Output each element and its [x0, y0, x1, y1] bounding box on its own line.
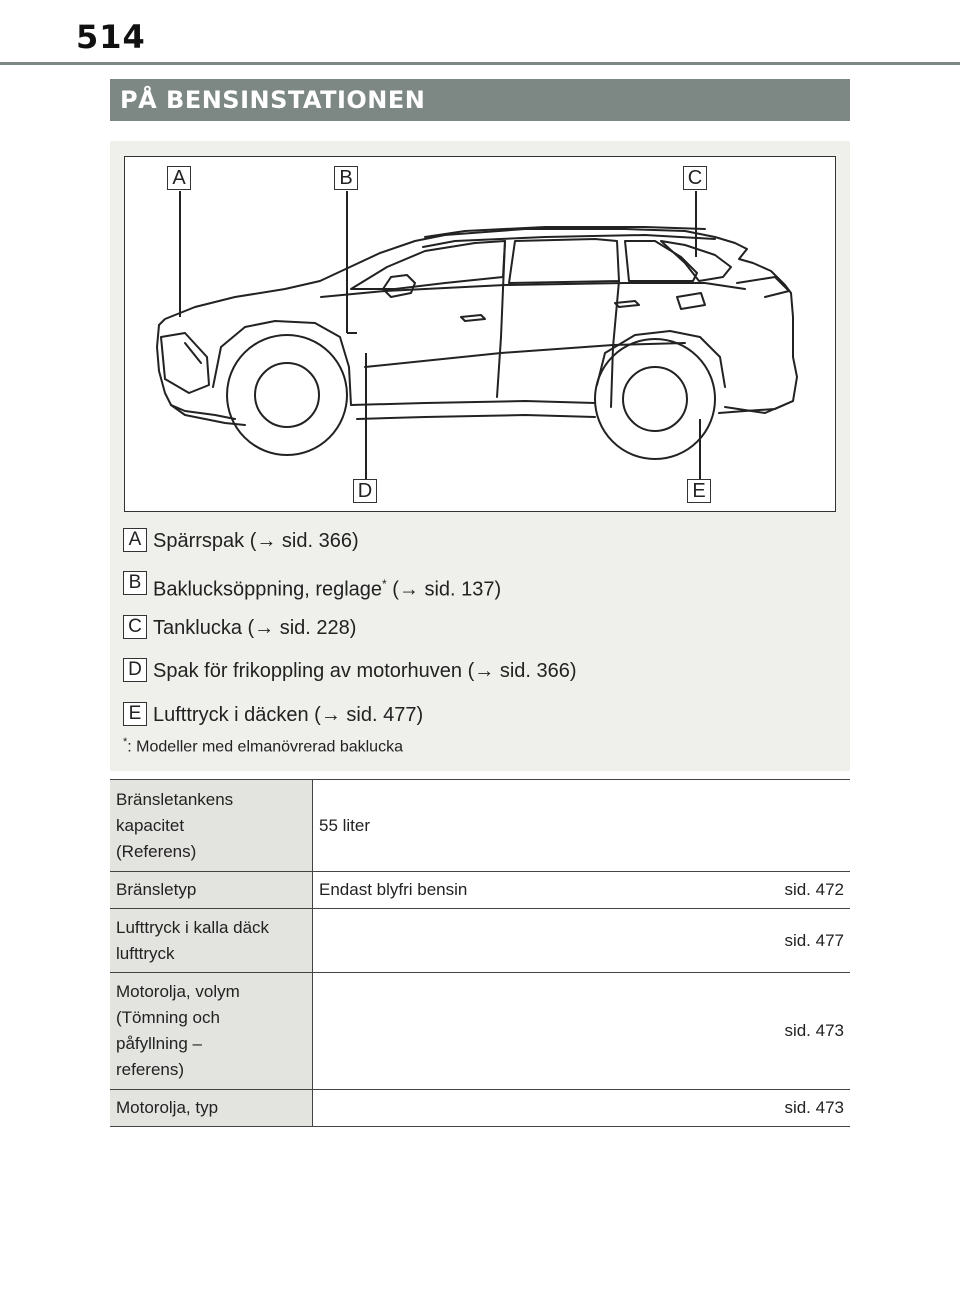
table-row — [110, 909, 850, 973]
callout-e: E — [687, 479, 711, 503]
spec-label-line: (Tömning och — [116, 1008, 220, 1027]
spec-label-line: Motorolja, volym — [116, 982, 240, 1001]
spec-label — [110, 1090, 313, 1127]
legend-badge-b: B — [123, 571, 147, 595]
table-row — [110, 1090, 850, 1127]
legend-badge-e: E — [123, 702, 147, 726]
header-rule — [0, 62, 960, 65]
spec-label-line: referens) — [116, 1060, 185, 1079]
spec-label — [110, 780, 313, 872]
spec-label-line: (Referens) — [116, 841, 197, 861]
table-row — [110, 973, 850, 1090]
footnote-text: : Modeller med elmanövrerad baklucka — [127, 738, 403, 756]
spec-value: Endast blyfri bensin — [319, 880, 468, 899]
table-row — [110, 780, 850, 872]
legend-text-b — [153, 571, 501, 603]
spec-value-cell — [313, 872, 851, 909]
spec-label-line: Bränsletyp — [116, 880, 197, 899]
spec-page-ref: sid. 472 — [784, 880, 844, 899]
legend-badge-d: D — [123, 658, 147, 682]
table-row — [110, 872, 850, 909]
spec-value-cell — [313, 1090, 851, 1127]
footnote — [123, 736, 403, 756]
legend-text-c: Tanklucka (→ sid. 228) — [153, 617, 357, 639]
legend-text-e: Lufttryck i däcken (→ sid. 477) — [153, 704, 424, 726]
spec-label — [110, 872, 313, 909]
legend-text-d: Spak för frikoppling av motorhuven (→ sid. 366) — [153, 660, 577, 682]
legend-badge-a: A — [123, 528, 147, 552]
callout-c: C — [683, 166, 707, 190]
spec-page-ref: sid. 477 — [784, 930, 844, 950]
spec-page-ref: sid. 473 — [784, 1021, 844, 1040]
spec-value-cell — [313, 909, 851, 973]
car-illustration — [124, 156, 836, 512]
spec-label-line: Motorolja, typ — [116, 1098, 219, 1117]
legend-text-b-ref: (→ sid. 137) — [386, 578, 502, 601]
page-number: 514 — [76, 18, 146, 56]
spec-value-cell — [313, 780, 851, 872]
spec-label-line: påfyllning – — [116, 1034, 203, 1053]
legend-badge-c: C — [123, 615, 147, 639]
spec-label-line: lufttryck — [116, 943, 175, 963]
car-side-view-drawing — [125, 157, 837, 513]
spec-label-line: kapacitet — [116, 815, 185, 835]
spec-label-line: Lufttryck i kalla däck — [116, 917, 270, 937]
legend-text-b-main: Baklucksöppning, reglage — [153, 578, 383, 601]
callout-d: D — [353, 479, 377, 503]
spec-label — [110, 973, 313, 1090]
spec-value: 55 liter — [319, 815, 371, 835]
legend-text-b-asterisk: * — [382, 577, 387, 591]
spec-page-ref: sid. 473 — [784, 1098, 844, 1117]
spec-label-line: Bränsletankens — [116, 789, 234, 809]
section-title: PÅ BENSINSTATIONEN — [110, 79, 850, 121]
specs-table — [110, 779, 850, 1127]
callout-b: B — [334, 166, 358, 190]
callout-a: A — [167, 166, 191, 190]
spec-value-cell — [313, 973, 851, 1090]
legend-text-a: Spärrspak (→ sid. 366) — [153, 530, 359, 552]
spec-label — [110, 909, 313, 973]
footnote-asterisk: * — [123, 736, 128, 748]
